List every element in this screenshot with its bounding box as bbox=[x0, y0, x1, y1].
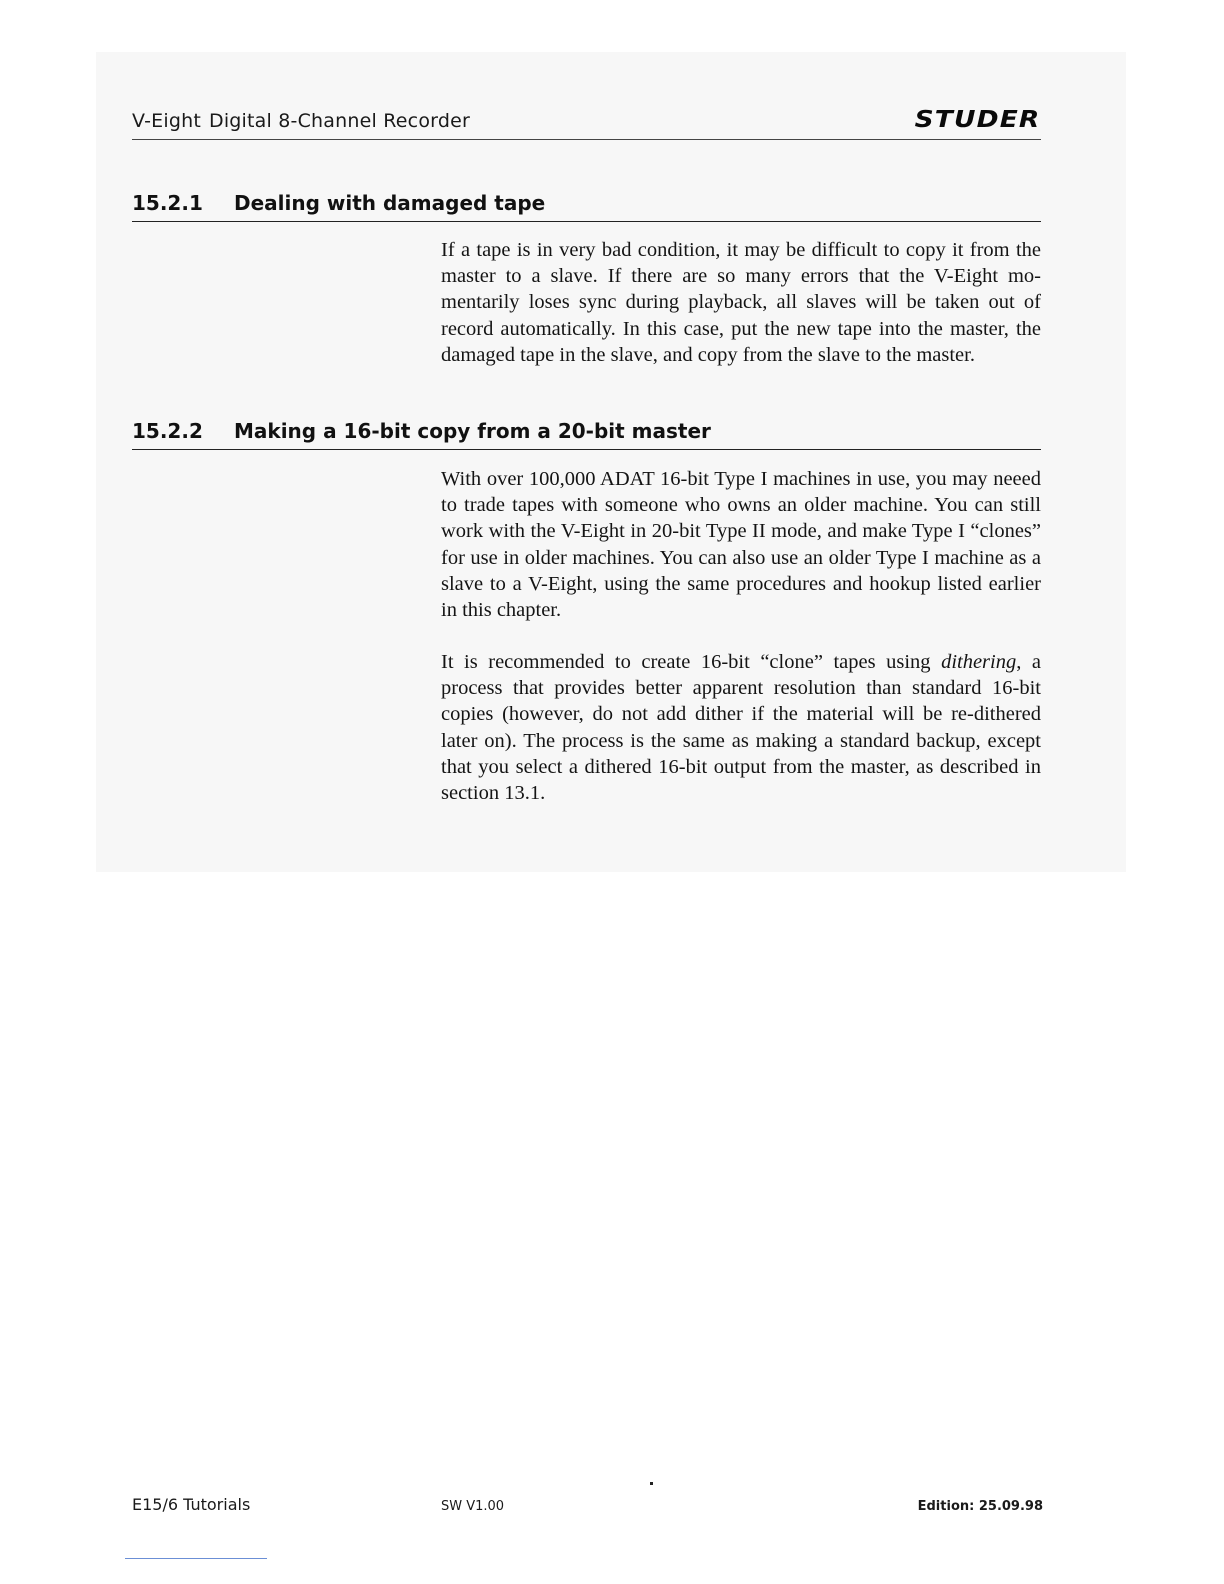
stray-dot bbox=[650, 1482, 653, 1485]
footer-edition: Edition: 25.09.98 bbox=[917, 1499, 1043, 1514]
running-header bbox=[132, 110, 470, 132]
paragraph-adat-machines: With over 100,000 ADAT 16-bit Type I machines in use, you may neeed to trade tapes with someone who owns an older machine. You can still work with the V-Eight in 20-bit Type II mode, and make Type I “clones” for use in older machines. You can also use an older Type I machine as a slave to a V-Eight, using the same procedures and hookup listed earlier in this chapter. bbox=[441, 468, 1041, 622]
section-title: Dealing with damaged tape bbox=[234, 191, 546, 215]
dithering-term: dithering bbox=[941, 651, 1017, 673]
section-heading-15-2-1 bbox=[132, 191, 1041, 222]
section-number: 15.2.2 bbox=[132, 419, 203, 443]
header-subtitle: Digital 8-Channel Recorder bbox=[208, 110, 470, 132]
paragraph-dithering bbox=[441, 649, 1041, 806]
studer-logo: STUDER bbox=[914, 107, 1040, 133]
bottom-link-line bbox=[125, 1558, 267, 1559]
section-heading-15-2-2 bbox=[132, 419, 1041, 450]
footer-chapter: E15/6 Tutorials bbox=[132, 1495, 251, 1514]
section-title: Making a 16-bit copy from a 20-bit master bbox=[234, 419, 711, 443]
dithering-text-before: It is recommended to create 16-bit “clone” tapes using bbox=[441, 651, 942, 673]
header-model: V-Eight bbox=[132, 110, 201, 132]
dithering-text-after: , a process that provides better apparent resolution than standard 16-bit copies (however, do not add dither if the material will be re-dithered later on). The process is the same as making a standard backup, except that you select a dithered 16-bit output from the master, as described in section 13.1. bbox=[441, 651, 1041, 805]
section-number: 15.2.1 bbox=[132, 191, 203, 215]
paragraph-damaged-tape: If a tape is in very bad condition, it may be difficult to copy it from the master to a slave. If there are so many errors that the V-Eight mo-mentarily loses sync during playback, all slaves will be taken out of record automatically. In this case, put the new tape into the master, the damaged tape in the slave, and copy from the slave to the master. bbox=[441, 239, 1041, 366]
footer-software-version: SW V1.00 bbox=[441, 1499, 505, 1514]
header-rule bbox=[132, 139, 1041, 140]
